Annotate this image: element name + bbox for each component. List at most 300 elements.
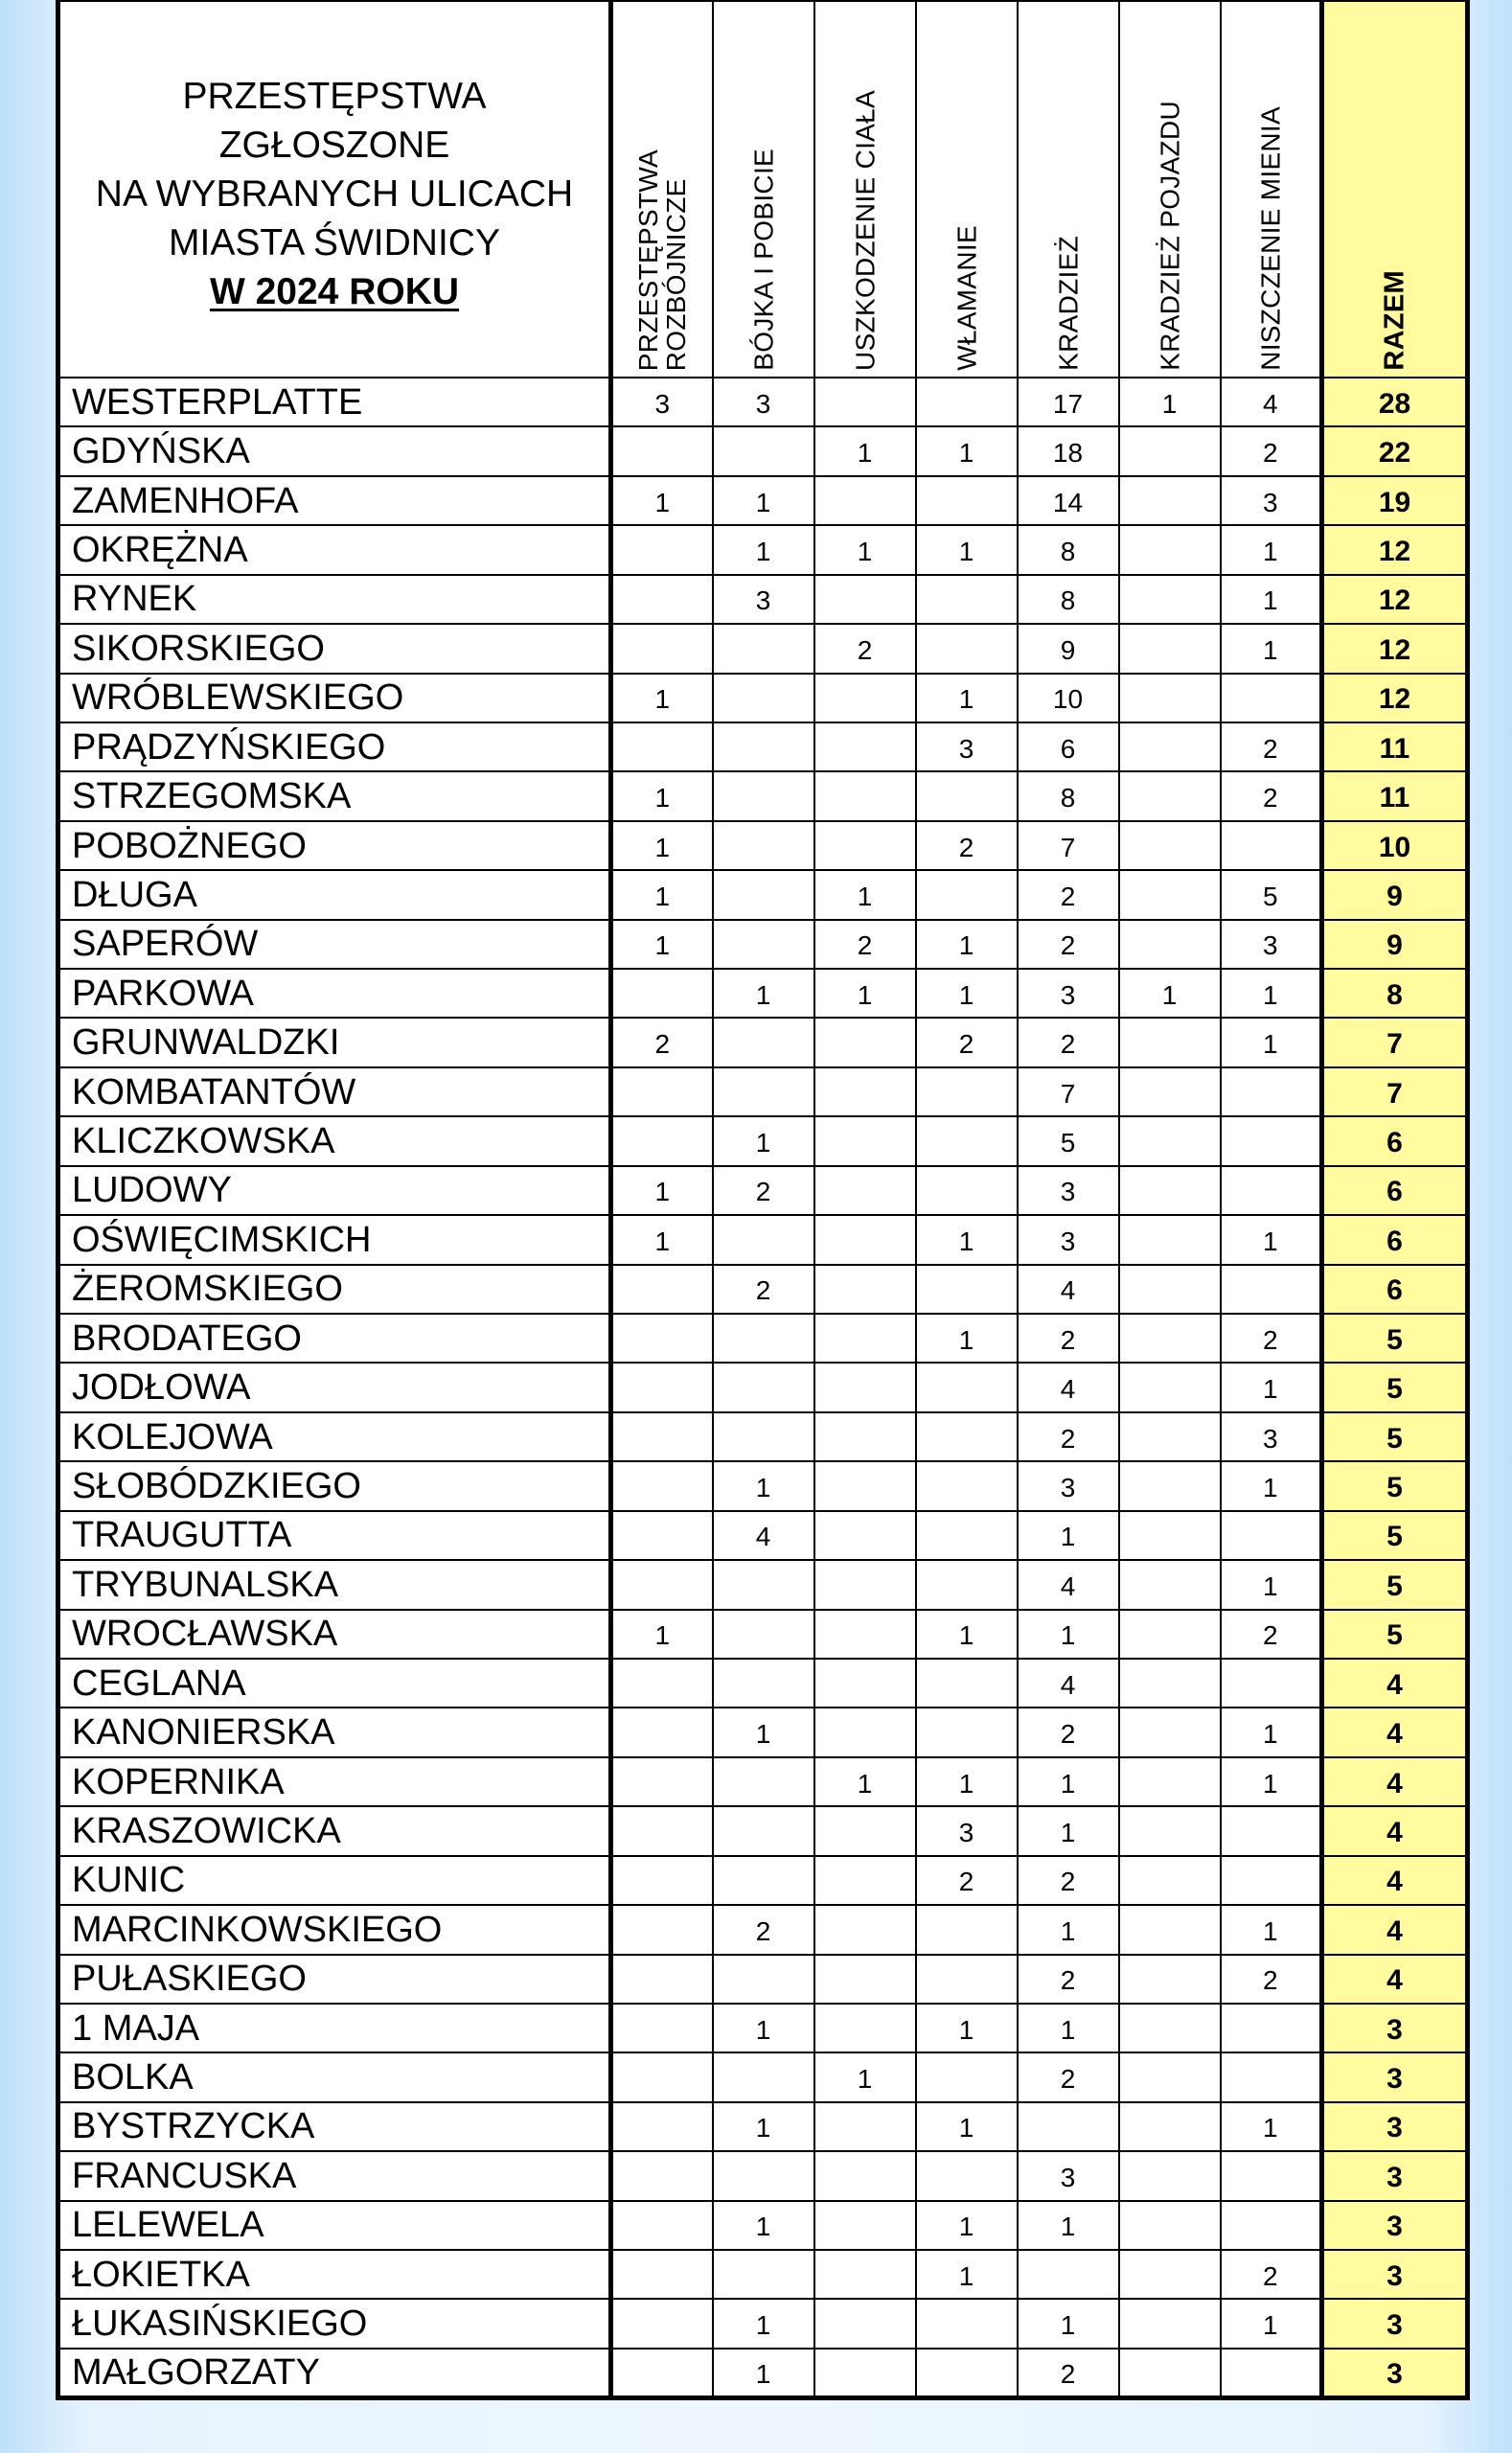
- street-name-cell: LUDOWY: [58, 1166, 611, 1215]
- table-row: [58, 1806, 1468, 1855]
- street-name-cell: GDYŃSKA: [58, 426, 611, 475]
- column-header-label: [634, 149, 690, 371]
- count-cell: [916, 575, 1018, 624]
- count-cell: [713, 2151, 814, 2200]
- count-cell: 1: [916, 2201, 1018, 2250]
- count-cell: 1: [1221, 2102, 1322, 2151]
- count-cell: 3: [1221, 1412, 1322, 1461]
- count-cell: [611, 2102, 713, 2151]
- count-cell: 1: [916, 1215, 1018, 1264]
- table-body: [58, 378, 1468, 2398]
- count-cell: [611, 1856, 713, 1905]
- count-cell: [814, 1363, 916, 1411]
- count-cell: 1: [713, 2349, 814, 2398]
- count-cell: 3: [916, 1806, 1018, 1855]
- total-cell: 10: [1322, 821, 1468, 870]
- title-line: MIASTA ŚWIDNICY: [169, 222, 500, 264]
- count-cell: [611, 2052, 713, 2101]
- count-cell: 1: [1018, 1511, 1119, 1560]
- title-line: ZGŁOSZONE: [218, 125, 450, 166]
- count-cell: [1119, 1659, 1221, 1708]
- count-cell: 2: [1018, 1955, 1119, 2004]
- count-cell: 4: [713, 1511, 814, 1560]
- count-cell: 1: [713, 2201, 814, 2250]
- count-cell: [916, 1067, 1018, 1116]
- count-cell: [611, 2004, 713, 2052]
- count-cell: 2: [1018, 2052, 1119, 2101]
- total-cell: 3: [1322, 2299, 1468, 2348]
- table-row: [58, 722, 1468, 771]
- total-cell: 3: [1322, 2004, 1468, 2052]
- count-cell: [1119, 1116, 1221, 1165]
- total-cell: 6: [1322, 1116, 1468, 1165]
- total-cell: 5: [1322, 1610, 1468, 1659]
- column-header-burglary: [916, 1, 1018, 378]
- count-cell: [814, 1116, 916, 1165]
- street-name-cell: 1 MAJA: [58, 2004, 611, 2052]
- count-cell: [1221, 1265, 1322, 1314]
- count-cell: [916, 1363, 1018, 1411]
- title-year: W 2024 ROKU: [209, 271, 460, 312]
- count-cell: [611, 525, 713, 574]
- count-cell: 1: [1018, 1757, 1119, 1806]
- count-cell: [713, 1067, 814, 1116]
- count-cell: 2: [1018, 1856, 1119, 1905]
- table-row: [58, 2349, 1468, 2398]
- count-cell: [1221, 1511, 1322, 1560]
- count-cell: 1: [916, 2004, 1018, 2052]
- total-cell: 3: [1322, 2201, 1468, 2250]
- street-name-cell: BRODATEGO: [58, 1314, 611, 1363]
- count-cell: 1: [1221, 1905, 1322, 1954]
- street-name-cell: ŻEROMSKIEGO: [58, 1265, 611, 1314]
- table-row: [58, 870, 1468, 919]
- count-cell: 3: [713, 575, 814, 624]
- table-row: [58, 476, 1468, 525]
- count-cell: [1119, 771, 1221, 820]
- count-cell: [814, 476, 916, 525]
- street-name-cell: JODŁOWA: [58, 1363, 611, 1411]
- total-cell: 19: [1322, 476, 1468, 525]
- column-header-vehicle-theft: [1119, 1, 1221, 378]
- column-header-theft: [1018, 1, 1119, 378]
- count-cell: [916, 1560, 1018, 1609]
- count-cell: [1119, 1412, 1221, 1461]
- count-cell: 3: [916, 722, 1018, 771]
- count-cell: [611, 2151, 713, 2200]
- count-cell: [916, 476, 1018, 525]
- count-cell: 2: [611, 1018, 713, 1066]
- count-cell: 1: [814, 1757, 916, 1806]
- count-cell: [814, 1856, 916, 1905]
- count-cell: [713, 1659, 814, 1708]
- count-cell: [916, 1265, 1018, 1314]
- count-cell: [814, 1461, 916, 1510]
- count-cell: [1119, 2250, 1221, 2299]
- street-name-cell: DŁUGA: [58, 870, 611, 919]
- table-row: [58, 1116, 1468, 1165]
- count-cell: [916, 378, 1018, 426]
- count-cell: [1018, 2102, 1119, 2151]
- count-cell: [713, 426, 814, 475]
- count-cell: [1221, 1659, 1322, 1708]
- table-row: [58, 1166, 1468, 1215]
- total-cell: 4: [1322, 1659, 1468, 1708]
- count-cell: 1: [1018, 2004, 1119, 2052]
- count-cell: [916, 624, 1018, 673]
- count-cell: 1: [1119, 378, 1221, 426]
- count-cell: 1: [713, 2299, 814, 2348]
- count-cell: 5: [1018, 1116, 1119, 1165]
- table-row: [58, 1905, 1468, 1954]
- count-cell: 1: [814, 870, 916, 919]
- count-cell: 3: [1221, 920, 1322, 969]
- count-cell: 8: [1018, 525, 1119, 574]
- street-name-cell: LELEWELA: [58, 2201, 611, 2250]
- street-name-cell: ŁUKASIŃSKIEGO: [58, 2299, 611, 2348]
- column-header-vandalism: [1221, 1, 1322, 378]
- count-cell: [713, 1363, 814, 1411]
- count-cell: 17: [1018, 378, 1119, 426]
- count-cell: 1: [1018, 1610, 1119, 1659]
- total-cell: 5: [1322, 1511, 1468, 1560]
- total-cell: 3: [1322, 2151, 1468, 2200]
- count-cell: [611, 1412, 713, 1461]
- total-cell: 5: [1322, 1560, 1468, 1609]
- count-cell: 1: [916, 2102, 1018, 2151]
- count-cell: [713, 870, 814, 919]
- count-cell: 2: [814, 920, 916, 969]
- total-cell: 12: [1322, 525, 1468, 574]
- count-cell: 2: [713, 1905, 814, 1954]
- count-cell: 4: [1018, 1560, 1119, 1609]
- table-row: [58, 525, 1468, 574]
- count-cell: 2: [1221, 2250, 1322, 2299]
- count-cell: 1: [1018, 1905, 1119, 1954]
- count-cell: [916, 2151, 1018, 2200]
- table-row: [58, 1265, 1468, 1314]
- street-name-cell: SIKORSKIEGO: [58, 624, 611, 673]
- count-cell: 1: [713, 476, 814, 525]
- table-row: [58, 2151, 1468, 2200]
- count-cell: [1221, 1116, 1322, 1165]
- count-cell: [814, 722, 916, 771]
- count-cell: 1: [1221, 1363, 1322, 1411]
- count-cell: 4: [1018, 1265, 1119, 1314]
- street-name-cell: BOLKA: [58, 2052, 611, 2101]
- count-cell: [611, 1560, 713, 1609]
- count-cell: [814, 1215, 916, 1264]
- street-name-cell: OŚWIĘCIMSKICH: [58, 1215, 611, 1264]
- count-cell: [1221, 821, 1322, 870]
- street-name-cell: WESTERPLATTE: [58, 378, 611, 426]
- count-cell: [713, 1314, 814, 1363]
- count-cell: 1: [1221, 1560, 1322, 1609]
- column-header-assault: [713, 1, 814, 378]
- count-cell: [1221, 1067, 1322, 1116]
- count-cell: [611, 1314, 713, 1363]
- count-cell: [916, 1412, 1018, 1461]
- count-cell: [713, 1018, 814, 1066]
- count-cell: [1119, 1610, 1221, 1659]
- count-cell: [1119, 1265, 1221, 1314]
- count-cell: 1: [916, 426, 1018, 475]
- count-cell: [814, 674, 916, 722]
- count-cell: [814, 2102, 916, 2151]
- street-name-cell: KRASZOWICKA: [58, 1806, 611, 1855]
- count-cell: 2: [916, 1018, 1018, 1066]
- count-cell: [713, 771, 814, 820]
- count-cell: [611, 1363, 713, 1411]
- count-cell: 4: [1221, 378, 1322, 426]
- count-cell: 10: [1018, 674, 1119, 722]
- count-cell: [916, 1461, 1018, 1510]
- count-cell: [1221, 2151, 1322, 2200]
- count-cell: [814, 771, 916, 820]
- count-cell: [1119, 674, 1221, 722]
- table-row: [58, 624, 1468, 673]
- count-cell: [611, 1806, 713, 1855]
- street-name-cell: PRĄDZYŃSKIEGO: [58, 722, 611, 771]
- count-cell: [713, 1215, 814, 1264]
- total-cell: 28: [1322, 378, 1468, 426]
- count-cell: [713, 2052, 814, 2101]
- count-cell: [814, 1018, 916, 1066]
- count-cell: [1221, 2201, 1322, 2250]
- count-cell: [814, 1511, 916, 1560]
- table-row: [58, 2299, 1468, 2348]
- count-cell: [1119, 920, 1221, 969]
- street-name-cell: ŁOKIETKA: [58, 2250, 611, 2299]
- count-cell: [713, 821, 814, 870]
- table-row: [58, 2201, 1468, 2250]
- table-row: [58, 1461, 1468, 1510]
- count-cell: [1119, 1067, 1221, 1116]
- count-cell: [1018, 2250, 1119, 2299]
- street-name-cell: MAŁGORZATY: [58, 2349, 611, 2398]
- count-cell: 1: [611, 920, 713, 969]
- count-cell: [611, 1116, 713, 1165]
- crime-statistics-table: [56, 0, 1470, 2400]
- count-cell: 1: [814, 426, 916, 475]
- table-row: [58, 1659, 1468, 1708]
- table-row: [58, 1412, 1468, 1461]
- count-cell: 18: [1018, 426, 1119, 475]
- count-cell: 2: [1018, 2349, 1119, 2398]
- count-cell: 2: [1221, 1955, 1322, 2004]
- count-cell: 1: [611, 821, 713, 870]
- count-cell: 1: [1018, 2299, 1119, 2348]
- count-cell: 4: [1018, 1659, 1119, 1708]
- column-header-label: BÓJKA I POBICIE: [748, 149, 778, 371]
- count-cell: 1: [611, 870, 713, 919]
- count-cell: 1: [611, 674, 713, 722]
- count-cell: [814, 1412, 916, 1461]
- street-name-cell: WROCŁAWSKA: [58, 1610, 611, 1659]
- count-cell: 1: [916, 920, 1018, 969]
- count-cell: 1: [916, 674, 1018, 722]
- count-cell: [1119, 1955, 1221, 2004]
- count-cell: [1221, 1856, 1322, 1905]
- count-cell: 2: [1018, 1018, 1119, 1066]
- table-row: [58, 920, 1468, 969]
- count-cell: 1: [713, 1461, 814, 1510]
- total-cell: 3: [1322, 2349, 1468, 2398]
- count-cell: [1221, 2052, 1322, 2101]
- count-cell: [1221, 1806, 1322, 1855]
- count-cell: [611, 1461, 713, 1510]
- count-cell: [1119, 1905, 1221, 1954]
- table-row: [58, 1511, 1468, 1560]
- count-cell: [1119, 1018, 1221, 1066]
- table-row: [58, 1955, 1468, 2004]
- count-cell: 1: [916, 525, 1018, 574]
- total-cell: 7: [1322, 1067, 1468, 1116]
- count-cell: 3: [1018, 969, 1119, 1018]
- count-cell: [713, 624, 814, 673]
- count-cell: [611, 1757, 713, 1806]
- count-cell: [1119, 1856, 1221, 1905]
- street-name-cell: KUNIC: [58, 1856, 611, 1905]
- count-cell: 1: [916, 969, 1018, 1018]
- column-header-line: ROZBÓJNICZE: [661, 178, 692, 371]
- total-cell: 12: [1322, 624, 1468, 673]
- count-cell: 1: [1119, 969, 1221, 1018]
- total-cell: 12: [1322, 575, 1468, 624]
- count-cell: [611, 722, 713, 771]
- total-cell: 5: [1322, 1461, 1468, 1510]
- count-cell: [611, 1659, 713, 1708]
- total-cell: 6: [1322, 1265, 1468, 1314]
- count-cell: 3: [1018, 2151, 1119, 2200]
- column-header-label: KRADZIEŻ POJAZDU: [1155, 101, 1184, 371]
- street-name-cell: WRÓBLEWSKIEGO: [58, 674, 611, 722]
- street-name-cell: GRUNWALDZKI: [58, 1018, 611, 1066]
- total-cell: 4: [1322, 1806, 1468, 1855]
- count-cell: [814, 2349, 916, 2398]
- count-cell: [916, 2052, 1018, 2101]
- count-cell: 1: [1221, 969, 1322, 1018]
- count-cell: [1119, 426, 1221, 475]
- count-cell: [713, 722, 814, 771]
- column-header-label: NISZCZENIE MIENIA: [1255, 106, 1286, 371]
- count-cell: [916, 1166, 1018, 1215]
- count-cell: 2: [713, 1166, 814, 1215]
- count-cell: [1119, 525, 1221, 574]
- count-cell: [611, 969, 713, 1018]
- street-name-cell: FRANCUSKA: [58, 2151, 611, 2200]
- table-row: [58, 1067, 1468, 1116]
- street-name-cell: BYSTRZYCKA: [58, 2102, 611, 2151]
- title-line: PRZESTĘPSTWA: [182, 76, 487, 117]
- count-cell: [814, 1659, 916, 1708]
- count-cell: 5: [1221, 870, 1322, 919]
- total-cell: 5: [1322, 1412, 1468, 1461]
- count-cell: 2: [1221, 1314, 1322, 1363]
- count-cell: [814, 1166, 916, 1215]
- column-header-label: RAZEM: [1379, 270, 1409, 371]
- street-name-cell: KOPERNIKA: [58, 1757, 611, 1806]
- count-cell: 8: [1018, 575, 1119, 624]
- count-cell: [814, 378, 916, 426]
- count-cell: 2: [1018, 1412, 1119, 1461]
- count-cell: [814, 1708, 916, 1756]
- total-cell: 6: [1322, 1166, 1468, 1215]
- table-title: [58, 1, 611, 378]
- count-cell: [611, 1955, 713, 2004]
- count-cell: [1119, 821, 1221, 870]
- column-header-label: USZKODZENIE CIAŁA: [850, 90, 880, 371]
- count-cell: [814, 1067, 916, 1116]
- title-line: NA WYBRANYCH ULICACH: [95, 173, 574, 215]
- count-cell: [916, 1708, 1018, 1756]
- street-name-cell: POBOŻNEGO: [58, 821, 611, 870]
- total-cell: 6: [1322, 1215, 1468, 1264]
- total-cell: 9: [1322, 920, 1468, 969]
- street-name-cell: MARCINKOWSKIEGO: [58, 1905, 611, 1954]
- column-header-robbery: [611, 1, 713, 378]
- street-name-cell: PARKOWA: [58, 969, 611, 1018]
- count-cell: 1: [1018, 2201, 1119, 2250]
- table-row: [58, 2004, 1468, 2052]
- count-cell: 1: [713, 1116, 814, 1165]
- count-cell: 1: [713, 1708, 814, 1756]
- count-cell: [713, 1757, 814, 1806]
- count-cell: [814, 2004, 916, 2052]
- count-cell: 6: [1018, 722, 1119, 771]
- count-cell: [713, 1955, 814, 2004]
- count-cell: [611, 2349, 713, 2398]
- count-cell: 1: [611, 476, 713, 525]
- total-cell: 5: [1322, 1363, 1468, 1411]
- count-cell: [1119, 870, 1221, 919]
- count-cell: 2: [1221, 722, 1322, 771]
- count-cell: [1119, 1511, 1221, 1560]
- count-cell: 9: [1018, 624, 1119, 673]
- count-cell: [611, 624, 713, 673]
- street-name-cell: TRAUGUTTA: [58, 1511, 611, 1560]
- count-cell: 1: [814, 2052, 916, 2101]
- count-cell: [713, 1610, 814, 1659]
- count-cell: [814, 2201, 916, 2250]
- count-cell: 2: [1018, 920, 1119, 969]
- count-cell: 1: [916, 2250, 1018, 2299]
- column-header-total: [1322, 1, 1468, 378]
- count-cell: 1: [713, 525, 814, 574]
- count-cell: 1: [1221, 575, 1322, 624]
- count-cell: [713, 1856, 814, 1905]
- count-cell: 1: [713, 969, 814, 1018]
- count-cell: [1119, 2102, 1221, 2151]
- header-row: [58, 1, 1468, 378]
- count-cell: 1: [1221, 1461, 1322, 1510]
- count-cell: [713, 920, 814, 969]
- count-cell: [916, 2299, 1018, 2348]
- total-cell: 12: [1322, 674, 1468, 722]
- count-cell: 3: [611, 378, 713, 426]
- count-cell: [814, 1610, 916, 1659]
- count-cell: [1119, 1560, 1221, 1609]
- count-cell: [713, 2250, 814, 2299]
- count-cell: 7: [1018, 1067, 1119, 1116]
- count-cell: [713, 1560, 814, 1609]
- count-cell: [1119, 722, 1221, 771]
- street-name-cell: PUŁASKIEGO: [58, 1955, 611, 2004]
- count-cell: 1: [916, 1314, 1018, 1363]
- count-cell: 1: [814, 969, 916, 1018]
- total-cell: 9: [1322, 870, 1468, 919]
- count-cell: 2: [1018, 870, 1119, 919]
